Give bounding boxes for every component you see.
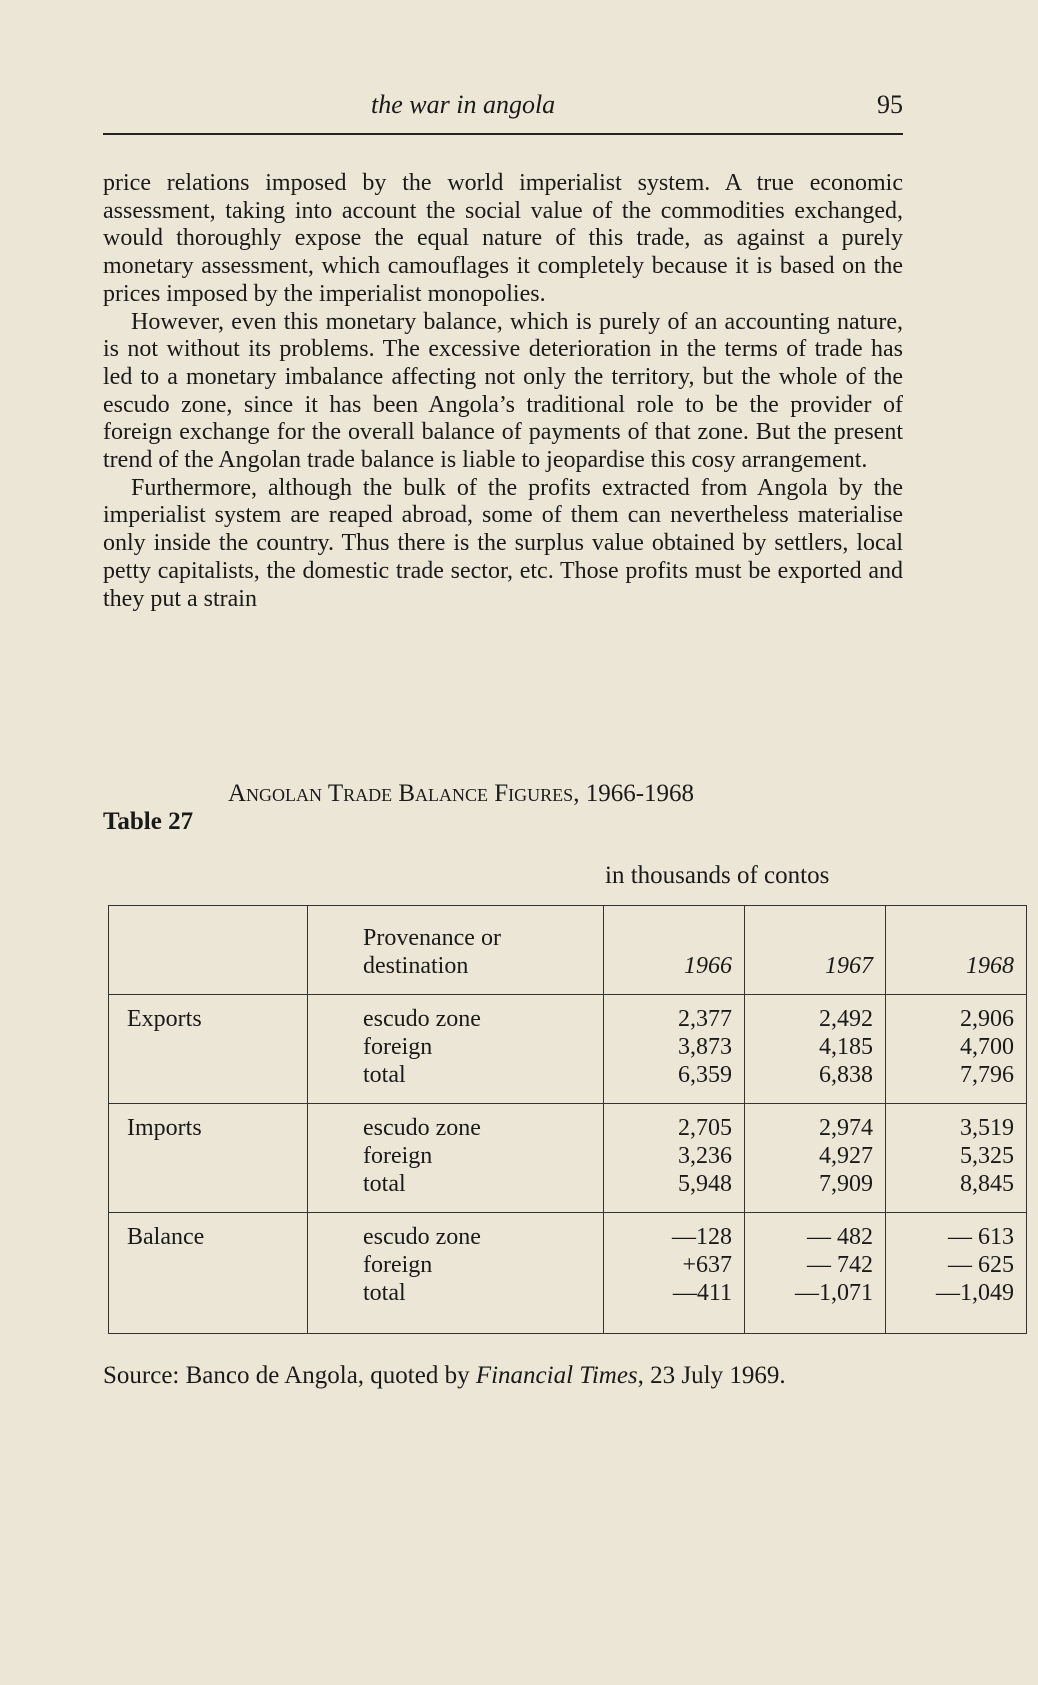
row-labels: escudo zone foreign total <box>308 1213 604 1334</box>
header-year-1968: 1968 <box>886 906 1027 995</box>
table-row-imports <box>109 1104 1027 1213</box>
values-1966: 2,377 3,873 6,359 <box>604 995 745 1104</box>
header-year-1966: 1966 <box>604 906 745 995</box>
source-publication: Financial Times <box>475 1362 638 1389</box>
values-1968: 2,906 4,700 7,796 <box>886 995 1027 1104</box>
row-labels: escudo zone foreign total <box>308 1104 604 1213</box>
values-1967: 2,492 4,185 6,838 <box>745 995 886 1104</box>
row-labels: escudo zone foreign total <box>308 995 604 1104</box>
header-rule <box>103 133 903 135</box>
running-head <box>103 88 903 128</box>
table-row-balance <box>109 1213 1027 1334</box>
body-text <box>103 170 903 613</box>
table-title: Angolan Trade Balance Figures, 1966-1968 <box>228 780 695 807</box>
values-1967: 2,974 4,927 7,909 <box>745 1104 886 1213</box>
source-note: Source: Banco de Angola, quoted by Financial Times, 23 July 1969. <box>103 1362 786 1389</box>
table-units: in thousands of contos <box>605 862 830 889</box>
header-year-1967: 1967 <box>745 906 886 995</box>
values-1966: 2,705 3,236 5,948 <box>604 1104 745 1213</box>
header-category <box>109 906 308 995</box>
page-number: 95 <box>877 90 903 119</box>
trade-balance-table <box>108 905 1027 1334</box>
group-name: Exports <box>109 995 308 1104</box>
running-head-title: the war in angola <box>371 90 556 119</box>
values-1968: 3,519 5,325 8,845 <box>886 1104 1027 1213</box>
table-header-row <box>109 906 1027 995</box>
header-provenance: Provenance or destination <box>308 906 604 995</box>
values-1968: — 613 — 625 —1,049 <box>886 1213 1027 1334</box>
table-row-exports <box>109 995 1027 1104</box>
values-1967: — 482 — 742 —1,071 <box>745 1213 886 1334</box>
group-name: Imports <box>109 1104 308 1213</box>
paragraph-3: Furthermore, although the bulk of the profits extracted from Angola by the imperialist system are reaped abroad, some of them can nevertheless materialise only inside the country. Thus there is the surplus value obtained by settlers, local petty capitalists, the domestic trade sector, etc. Those profits must be exported and they put a strain <box>103 474 903 612</box>
paragraph-2: However, even this monetary balance, which is purely of an accounting nature, is not without its problems. The excessive deterioration in the terms of trade has led to a monetary imbalance affecting not only the territory, but the whole of the escudo zone, since it has been Angola’s traditional role to be the provider of foreign exchange for the overall balance of payments of that zone. But the present trend of the Angolan trade balance is liable to jeopardise this cosy arrangement. <box>103 308 903 474</box>
paragraph-1: price relations imposed by the world imperialist system. A true economic assessment, taking into account the social value of the commodities exchanged, would thoroughly expose the equal nature of this trade, as against a purely monetary assessment, which camouflages it completely because it is based on the prices imposed by the imperialist monopolies. <box>103 170 903 307</box>
group-name: Balance <box>109 1213 308 1334</box>
values-1966: —128 +637 —411 <box>604 1213 745 1334</box>
table-label: Table 27 <box>103 808 194 835</box>
